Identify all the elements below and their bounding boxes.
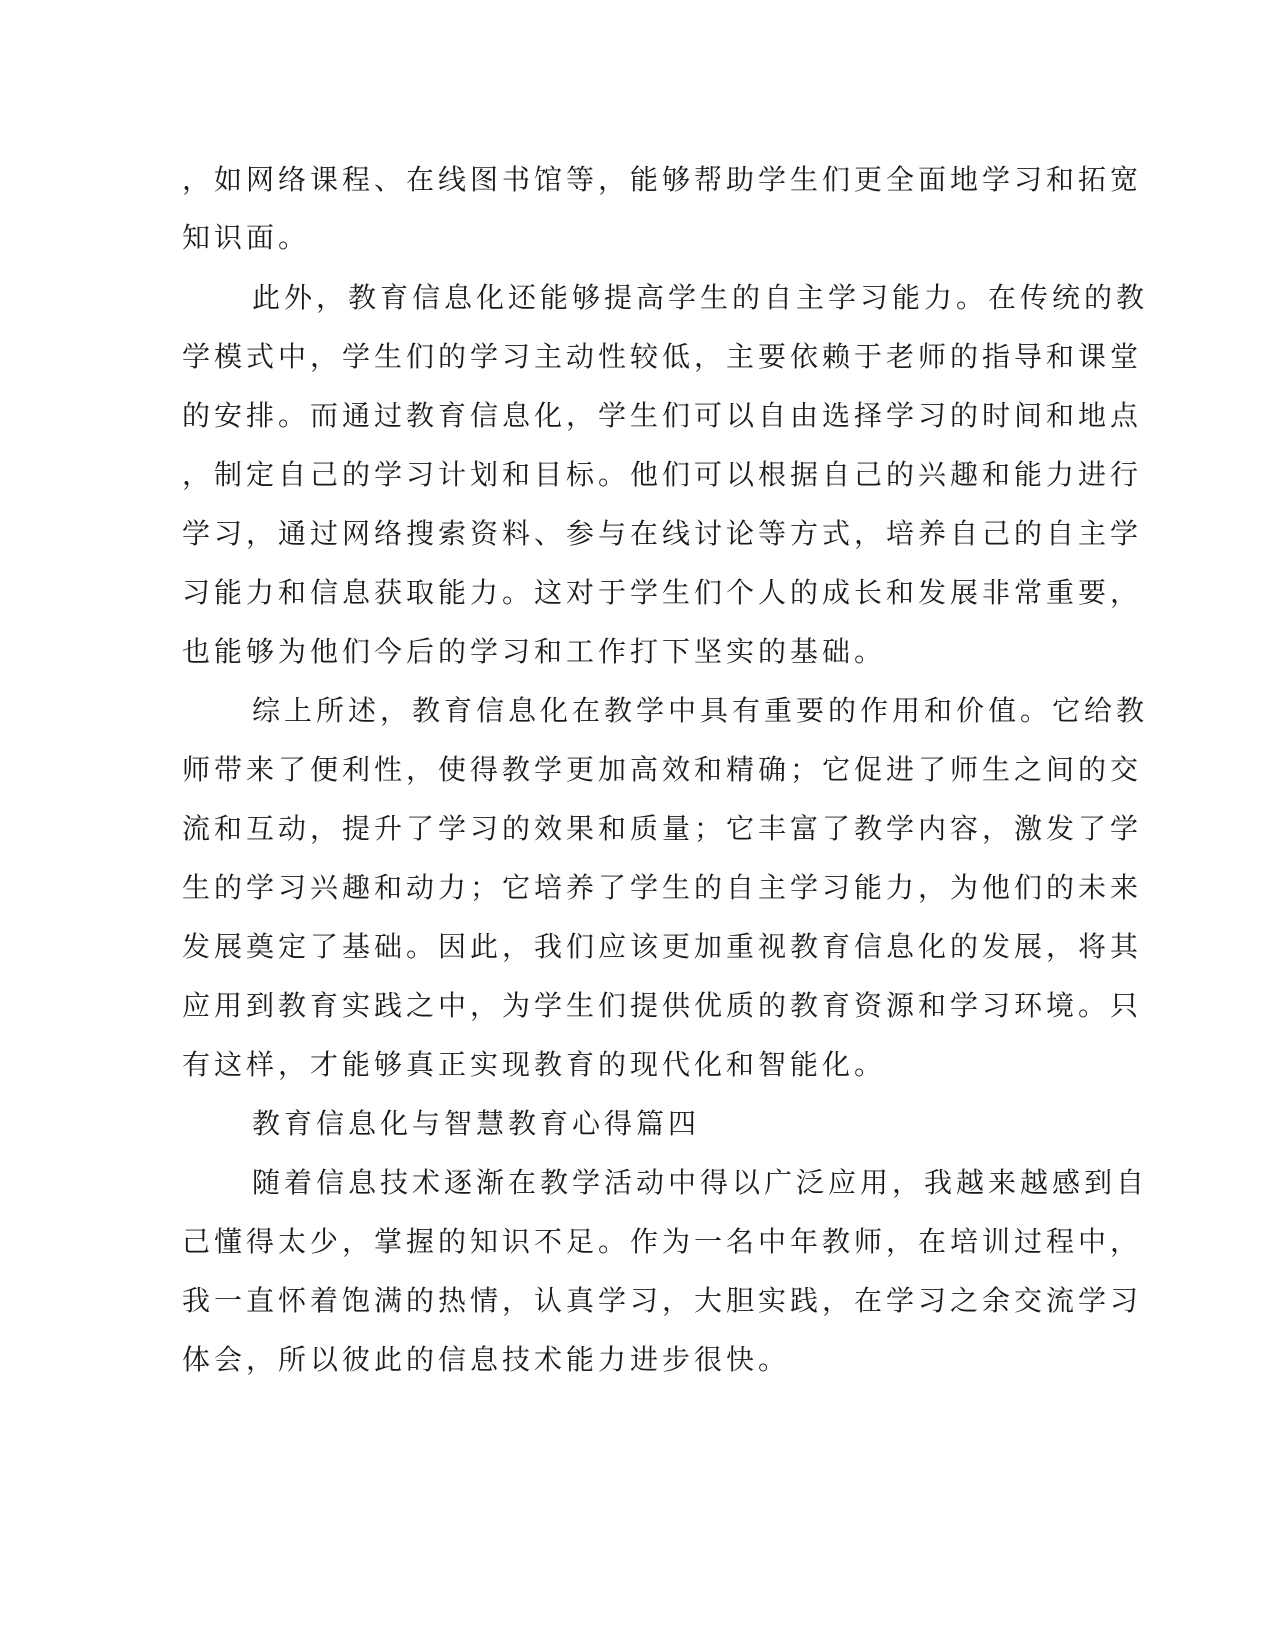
text-line: 习能力和信息获取能力。这对于学生们个人的成长和发展非常重要，: [182, 576, 1143, 609]
text-line: 体会，所以彼此的信息技术能力进步很快。: [182, 1343, 791, 1376]
text-line: 的安排。而通过教育信息化，学生们可以自由选择学习的时间和地点: [182, 399, 1143, 432]
text-line: 发展奠定了基础。因此，我们应该更加重视教育信息化的发展，将其: [182, 930, 1143, 963]
text-line: 学习，通过网络搜索资料、参与在线讨论等方式，培养自己的自主学: [182, 517, 1143, 550]
text-line: 己懂得太少，掌握的知识不足。作为一名中年教师，在培训过程中，: [182, 1225, 1143, 1258]
section-heading: 教育信息化与智慧教育心得篇四: [252, 1107, 701, 1140]
text-line: 有这样，才能够真正实现教育的现代化和智能化。: [182, 1048, 887, 1081]
text-line: ，制定自己的学习计划和目标。他们可以根据自己的兴趣和能力进行: [182, 458, 1143, 491]
text-line: 我一直怀着饱满的热情，认真学习，大胆实践，在学习之余交流学习: [182, 1284, 1143, 1317]
paragraph-start-line: 综上所述，教育信息化在教学中具有重要的作用和价值。它给教: [252, 694, 1149, 727]
text-line: 应用到教育实践之中，为学生们提供优质的教育资源和学习环境。只: [182, 989, 1143, 1022]
text-line: ，如网络课程、在线图书馆等，能够帮助学生们更全面地学习和拓宽: [182, 163, 1143, 196]
text-line: 师带来了便利性，使得教学更加高效和精确；它促进了师生之间的交: [182, 753, 1143, 786]
text-line: 知识面。: [182, 221, 311, 254]
paragraph-start-line: 此外，教育信息化还能够提高学生的自主学习能力。在传统的教: [252, 281, 1149, 314]
text-line: 学模式中，学生们的学习主动性较低，主要依赖于老师的指导和课堂: [182, 340, 1143, 373]
text-line: 生的学习兴趣和动力；它培养了学生的自主学习能力，为他们的未来: [182, 871, 1143, 904]
paragraph-start-line: 随着信息技术逐渐在教学活动中得以广泛应用，我越来越感到自: [252, 1166, 1149, 1199]
text-line: 流和互动，提升了学习的效果和质量；它丰富了教学内容，激发了学: [182, 812, 1143, 845]
text-line: 也能够为他们今后的学习和工作打下坚实的基础。: [182, 635, 887, 668]
